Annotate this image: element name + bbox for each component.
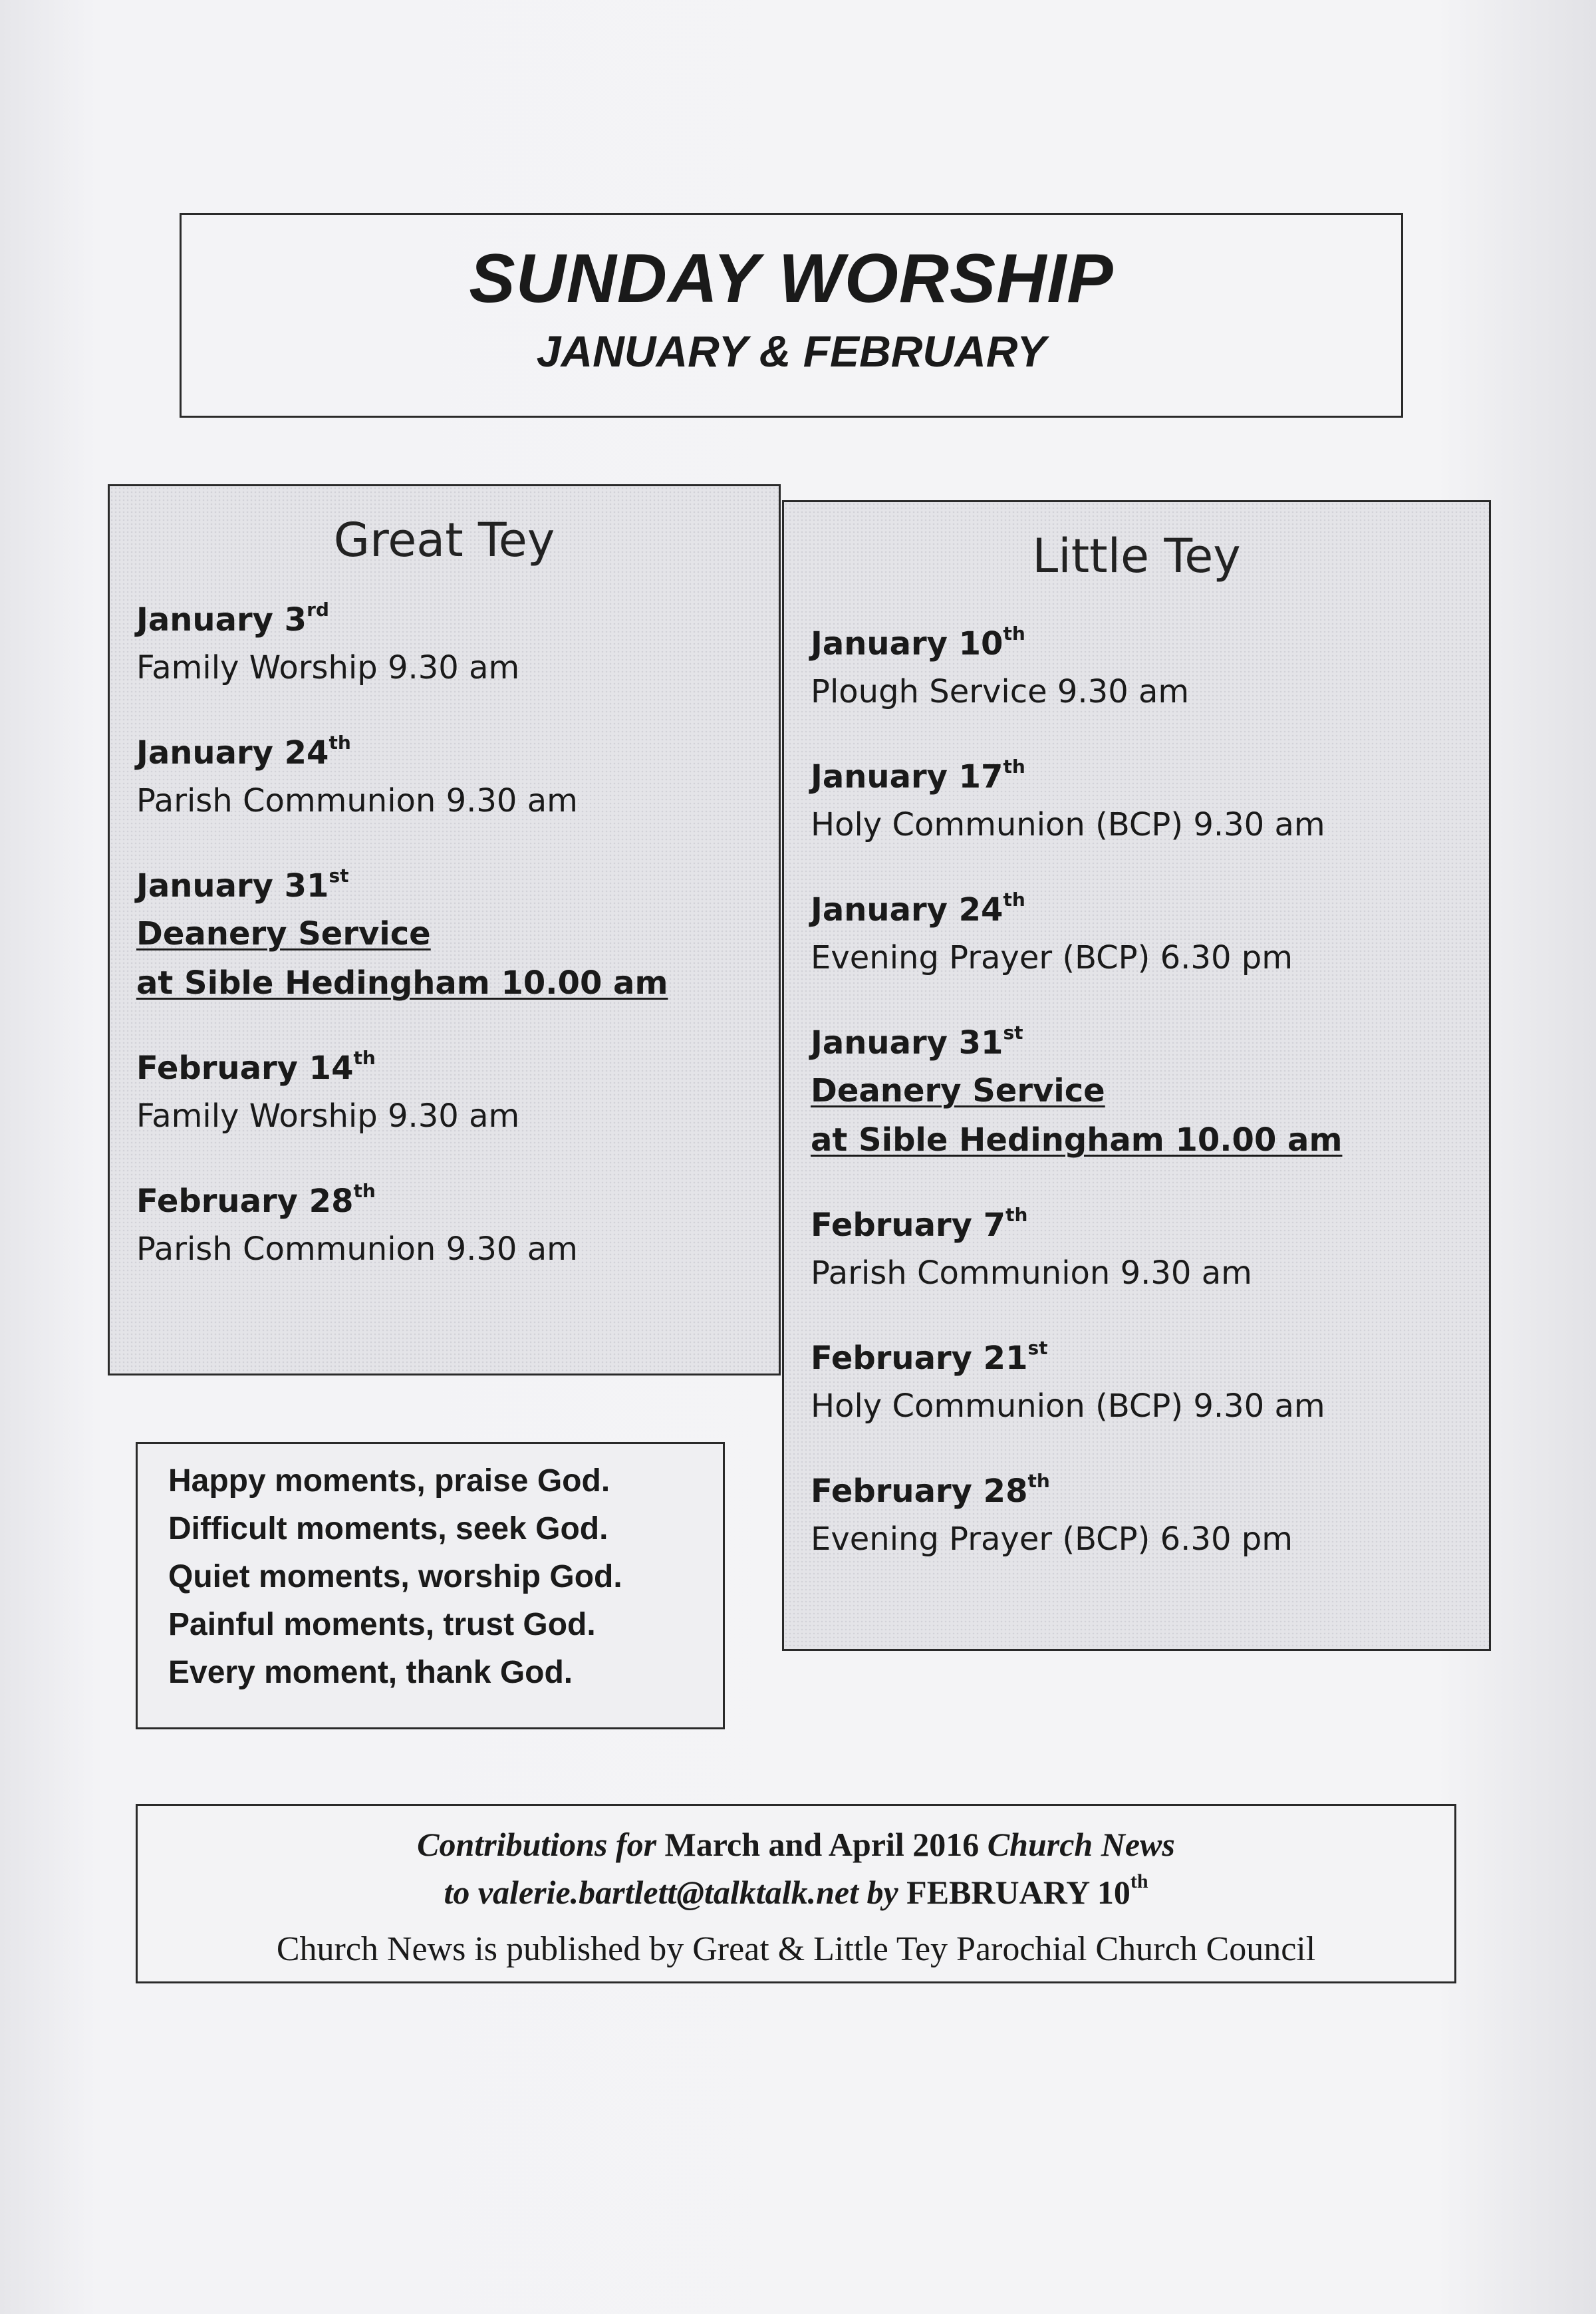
service-date <box>811 621 1489 667</box>
contributions-email: to valerie.bartlett@talktalk.net by <box>444 1874 907 1911</box>
little-tey-services <box>784 621 1489 1564</box>
service-date-suffix: st <box>329 865 349 887</box>
service-entry <box>811 1335 1489 1431</box>
special-service-line: at Sible Hedingham 10.00 am <box>136 964 668 1002</box>
quote-line: Every moment, thank God. <box>168 1655 573 1690</box>
service-entry <box>811 1020 1489 1165</box>
title-box <box>180 213 1403 418</box>
service-date-suffix: th <box>353 1180 376 1202</box>
great-tey-services <box>110 597 779 1274</box>
contributions-line-2 <box>138 1868 1454 1916</box>
contributions-line-1 <box>138 1820 1454 1868</box>
service-date <box>136 863 779 909</box>
great-tey-title: Great Tey <box>333 513 555 567</box>
service-date-text: January 3 <box>136 601 307 639</box>
service-date <box>811 1202 1489 1248</box>
service-description: Holy Communion (BCP) 9.30 am <box>811 806 1325 843</box>
service-date-suffix: th <box>1003 756 1025 778</box>
special-service-line: at Sible Hedingham 10.00 am <box>811 1121 1343 1159</box>
service-date <box>136 597 779 643</box>
service-date <box>811 754 1489 800</box>
service-date-suffix: rd <box>307 599 329 621</box>
page-title: SUNDAY WORSHIP <box>469 240 1114 317</box>
service-date-suffix: th <box>1005 1204 1028 1226</box>
contributions-label: Contributions for <box>417 1826 665 1863</box>
service-date-text: January 24 <box>136 734 329 772</box>
service-description: Evening Prayer (BCP) 6.30 pm <box>811 939 1293 976</box>
service-entry <box>136 597 779 692</box>
service-date-text: January 31 <box>136 867 329 905</box>
publication-name: Church News <box>987 1826 1175 1863</box>
little-tey-title: Little Tey <box>1032 529 1241 583</box>
quote-box <box>136 1442 725 1729</box>
service-date-suffix: st <box>1027 1337 1048 1359</box>
service-date-suffix: st <box>1003 1022 1023 1044</box>
special-service-line: Deanery Service <box>136 915 431 952</box>
service-entry <box>811 1468 1489 1564</box>
service-date <box>811 1468 1489 1515</box>
service-date <box>136 1045 779 1091</box>
service-date-text: February 7 <box>811 1207 1006 1244</box>
service-date-suffix: th <box>1027 1470 1050 1492</box>
deadline-date: FEBRUARY 10 <box>906 1874 1130 1911</box>
service-entry <box>136 1045 779 1141</box>
service-date <box>811 1020 1489 1066</box>
service-entry <box>136 730 779 825</box>
service-description: Family Worship 9.30 am <box>136 1097 520 1135</box>
quote-line: Difficult moments, seek God. <box>168 1511 608 1546</box>
service-date-suffix: th <box>353 1047 376 1069</box>
service-date <box>136 1178 779 1225</box>
quote-line: Painful moments, trust God. <box>168 1607 596 1642</box>
service-date <box>811 887 1489 933</box>
service-date-text: February 14 <box>136 1050 354 1087</box>
service-entry <box>811 754 1489 849</box>
service-date-text: January 17 <box>811 758 1003 795</box>
service-description: Family Worship 9.30 am <box>136 649 520 686</box>
service-entry <box>811 621 1489 716</box>
service-entry <box>811 887 1489 982</box>
special-service-line: Deanery Service <box>811 1072 1105 1109</box>
service-date-text: February 21 <box>811 1340 1028 1377</box>
service-description: Parish Communion 9.30 am <box>811 1254 1252 1292</box>
service-date-suffix: th <box>1003 623 1025 645</box>
service-description: Plough Service 9.30 am <box>811 673 1190 710</box>
quote-line: Quiet moments, worship God. <box>168 1559 622 1594</box>
great-tey-panel <box>108 484 781 1375</box>
service-date-text: January 10 <box>811 625 1003 662</box>
service-date-suffix: th <box>1003 889 1025 911</box>
service-date-text: February 28 <box>136 1183 354 1220</box>
service-description: Parish Communion 9.30 am <box>136 782 578 819</box>
little-tey-panel <box>782 500 1491 1651</box>
page-subtitle: JANUARY & FEBRUARY <box>536 327 1047 376</box>
service-date-text: February 28 <box>811 1473 1028 1510</box>
service-entry <box>136 863 779 1008</box>
service-description: Evening Prayer (BCP) 6.30 pm <box>811 1520 1293 1558</box>
service-entry <box>811 1202 1489 1298</box>
service-date-text: January 31 <box>811 1024 1003 1062</box>
service-date <box>811 1335 1489 1381</box>
service-description: Parish Communion 9.30 am <box>136 1230 578 1268</box>
publisher-line: Church News is published by Great & Little Tey Parochial Church Council <box>276 1930 1316 1968</box>
service-date-text: January 24 <box>811 891 1003 929</box>
service-description: Holy Communion (BCP) 9.30 am <box>811 1387 1325 1425</box>
quote-line: Happy moments, praise God. <box>168 1463 610 1499</box>
service-entry <box>136 1178 779 1274</box>
service-date <box>136 730 779 776</box>
issue-name: March and April 2016 <box>664 1826 988 1863</box>
contributions-box <box>136 1804 1456 1983</box>
service-date-suffix: th <box>329 732 351 754</box>
deadline-suffix: th <box>1130 1870 1148 1892</box>
